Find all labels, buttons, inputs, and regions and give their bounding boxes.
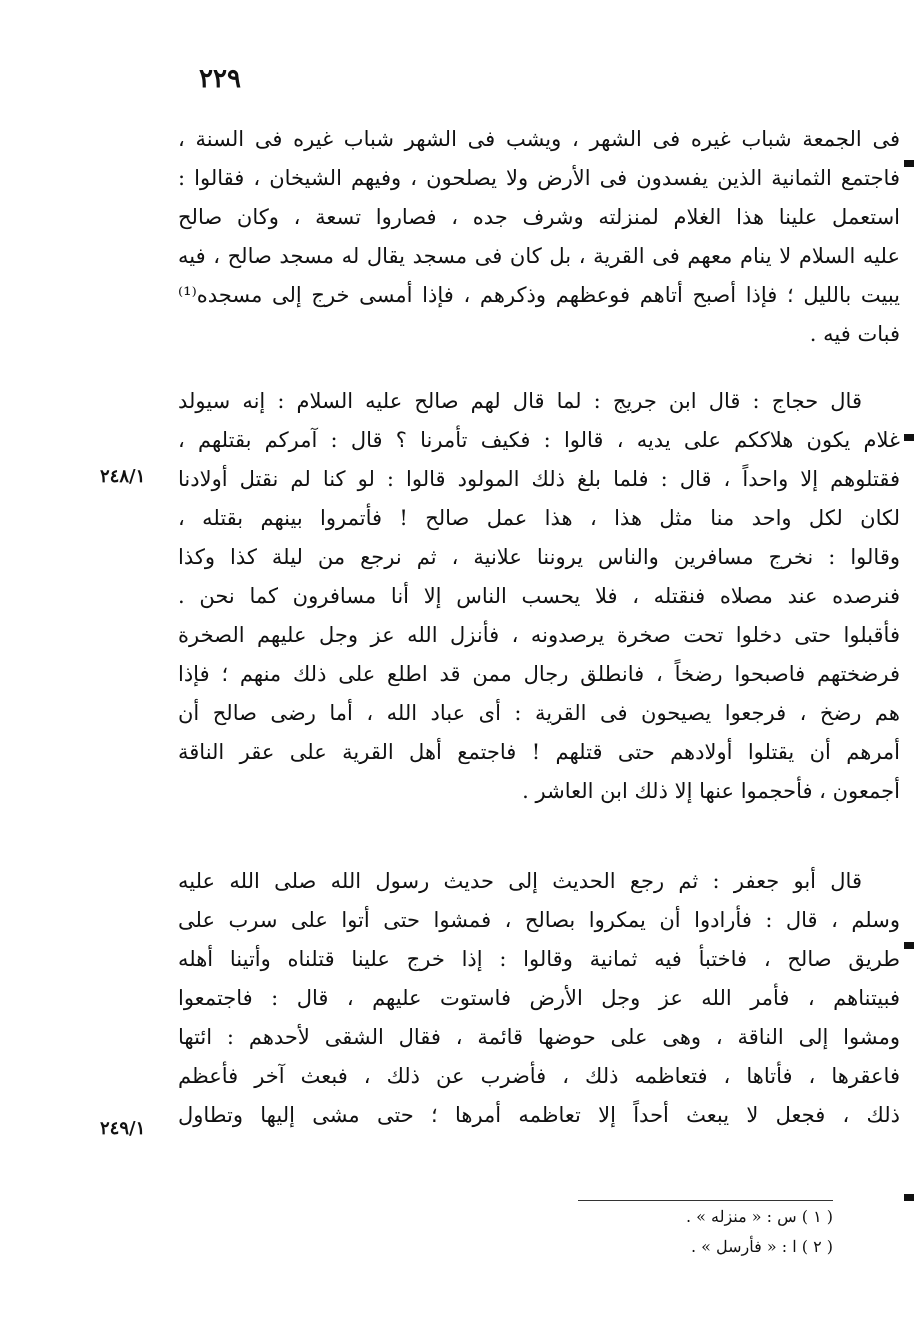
text-line: ومشوا إلى الناقة ، وهى على حوضها قائمة ، فقال الشقى لأحدهم : ائتها: [178, 1025, 900, 1049]
edge-mark: [904, 942, 914, 949]
text-line: فقتلوهم إلا واحداً ، قال : فلما بلغ ذلك المولود قالوا : لو كنا لم نقتل أولادنا: [178, 467, 900, 491]
text-line: فاعقرها ، فأتاها ، فتعاظمه ذلك ، فأضرب عن ذلك ، فبعث آخر فأعظم: [178, 1064, 900, 1088]
text-line: طريق صالح ، فاختبأ فيه ثمانية وقالوا : إذا خرج علينا قتلناه وأتينا أهله: [178, 947, 900, 971]
margin-reference: ٢٤٩/١: [100, 1118, 146, 1139]
text-line: أجمعون ، فأحجموا عنها إلا ذلك ابن العاشر .: [522, 779, 900, 803]
footnotes: [578, 1202, 833, 1262]
text-line: فنرصده عند مصلاه فنقتله ، فلا يحسب الناس إلا أنا مسافرون كما نحن .: [178, 584, 900, 608]
text-line: فرضختهم فاصبحوا رضخاً ، فانطلق رجال ممن قد اطلع على ذلك منهم ؛ فإذا: [178, 662, 900, 686]
text-line: غلام يكون هلاككم على يديه ، قالوا : فكيف تأمرنا ؟ قال : آمركم بقتلهم ،: [178, 428, 900, 452]
text-line: فاجتمع الثمانية الذين يفسدون فى الأرض ولا يصلحون ، وفيهم الشيخان ، فقالوا :: [178, 166, 900, 190]
text-line: قال حجاج : قال ابن جريج : لما قال لهم صالح عليه السلام : إنه سيولد: [178, 389, 862, 413]
footnote: ( ١ ) س : « منزله » .: [685, 1207, 833, 1226]
text-line: فى الجمعة شباب غيره فى الشهر ، ويشب فى الشهر شباب غيره فى السنة ،: [178, 127, 900, 151]
text-line: أمرهم أن يقتلوا أولادهم حتى قتلهم ! فاجتمع أهل القرية على عقر الناقة: [178, 740, 900, 764]
page-number: ٢٢٩: [199, 64, 241, 94]
text-line: وسلم ، قال : فأرادوا أن يمكروا بصالح ، فمشوا حتى أتوا على سرب على: [178, 908, 900, 932]
edge-mark: [904, 434, 914, 441]
paragraph: [178, 862, 900, 1135]
text-line: عليه السلام لا ينام معهم فى القرية ، بل كان فى مسجد يقال له مسجد صالح ، فيه: [178, 244, 900, 268]
text-line: قال أبو جعفر : ثم رجع الحديث إلى حديث رسول الله صلى الله عليه: [178, 869, 862, 893]
text-line: يبيت بالليل ؛ فإذا أصبح أتاهم فوعظهم وذكرهم ، فإذا أمسى خرج إلى مسجده⁽¹⁾: [178, 283, 900, 307]
text-line: وقالوا : نخرج مسافرين والناس يروننا علانية ، ثم نرجع من ليلة كذا وكذا: [178, 545, 900, 569]
footnote: ( ٢ ) ا : « فأرسل » .: [690, 1237, 833, 1256]
text-line: فبيتناهم ، فأمر الله عز وجل الأرض فاستوت عليهم ، قال : فاجتمعوا: [178, 986, 900, 1010]
paragraph: [178, 120, 900, 354]
text-line: لكان لكل واحد منا مثل هذا ، هذا عمل صالح ! فأتمروا بينهم بقتله ،: [178, 506, 900, 530]
text-line: فأقبلوا حتى دخلوا تحت صخرة يرصدونه ، فأنزل الله عز وجل عليهم الصخرة: [178, 623, 900, 647]
edge-mark: [904, 1194, 914, 1201]
text-line: استعمل علينا هذا الغلام لمنزلته وشرف جده ، فصاروا تسعة ، وكان صالح: [178, 205, 900, 229]
margin-reference: ٢٤٨/١: [100, 466, 146, 487]
footnote-divider: [578, 1200, 833, 1201]
text-line: ذلك ، فجعل لا يبعث أحداً إلا تعاظمه أمرها ؛ حتى مشى إليها وتطاول: [178, 1103, 900, 1127]
text-line: فبات فيه .: [809, 322, 900, 346]
paragraph: [178, 382, 900, 811]
edge-mark: [904, 160, 914, 167]
text-line: هم رضخ ، فرجعوا يصيحون فى القرية : أى عباد الله ، أما رضى صالح أن: [178, 701, 900, 725]
